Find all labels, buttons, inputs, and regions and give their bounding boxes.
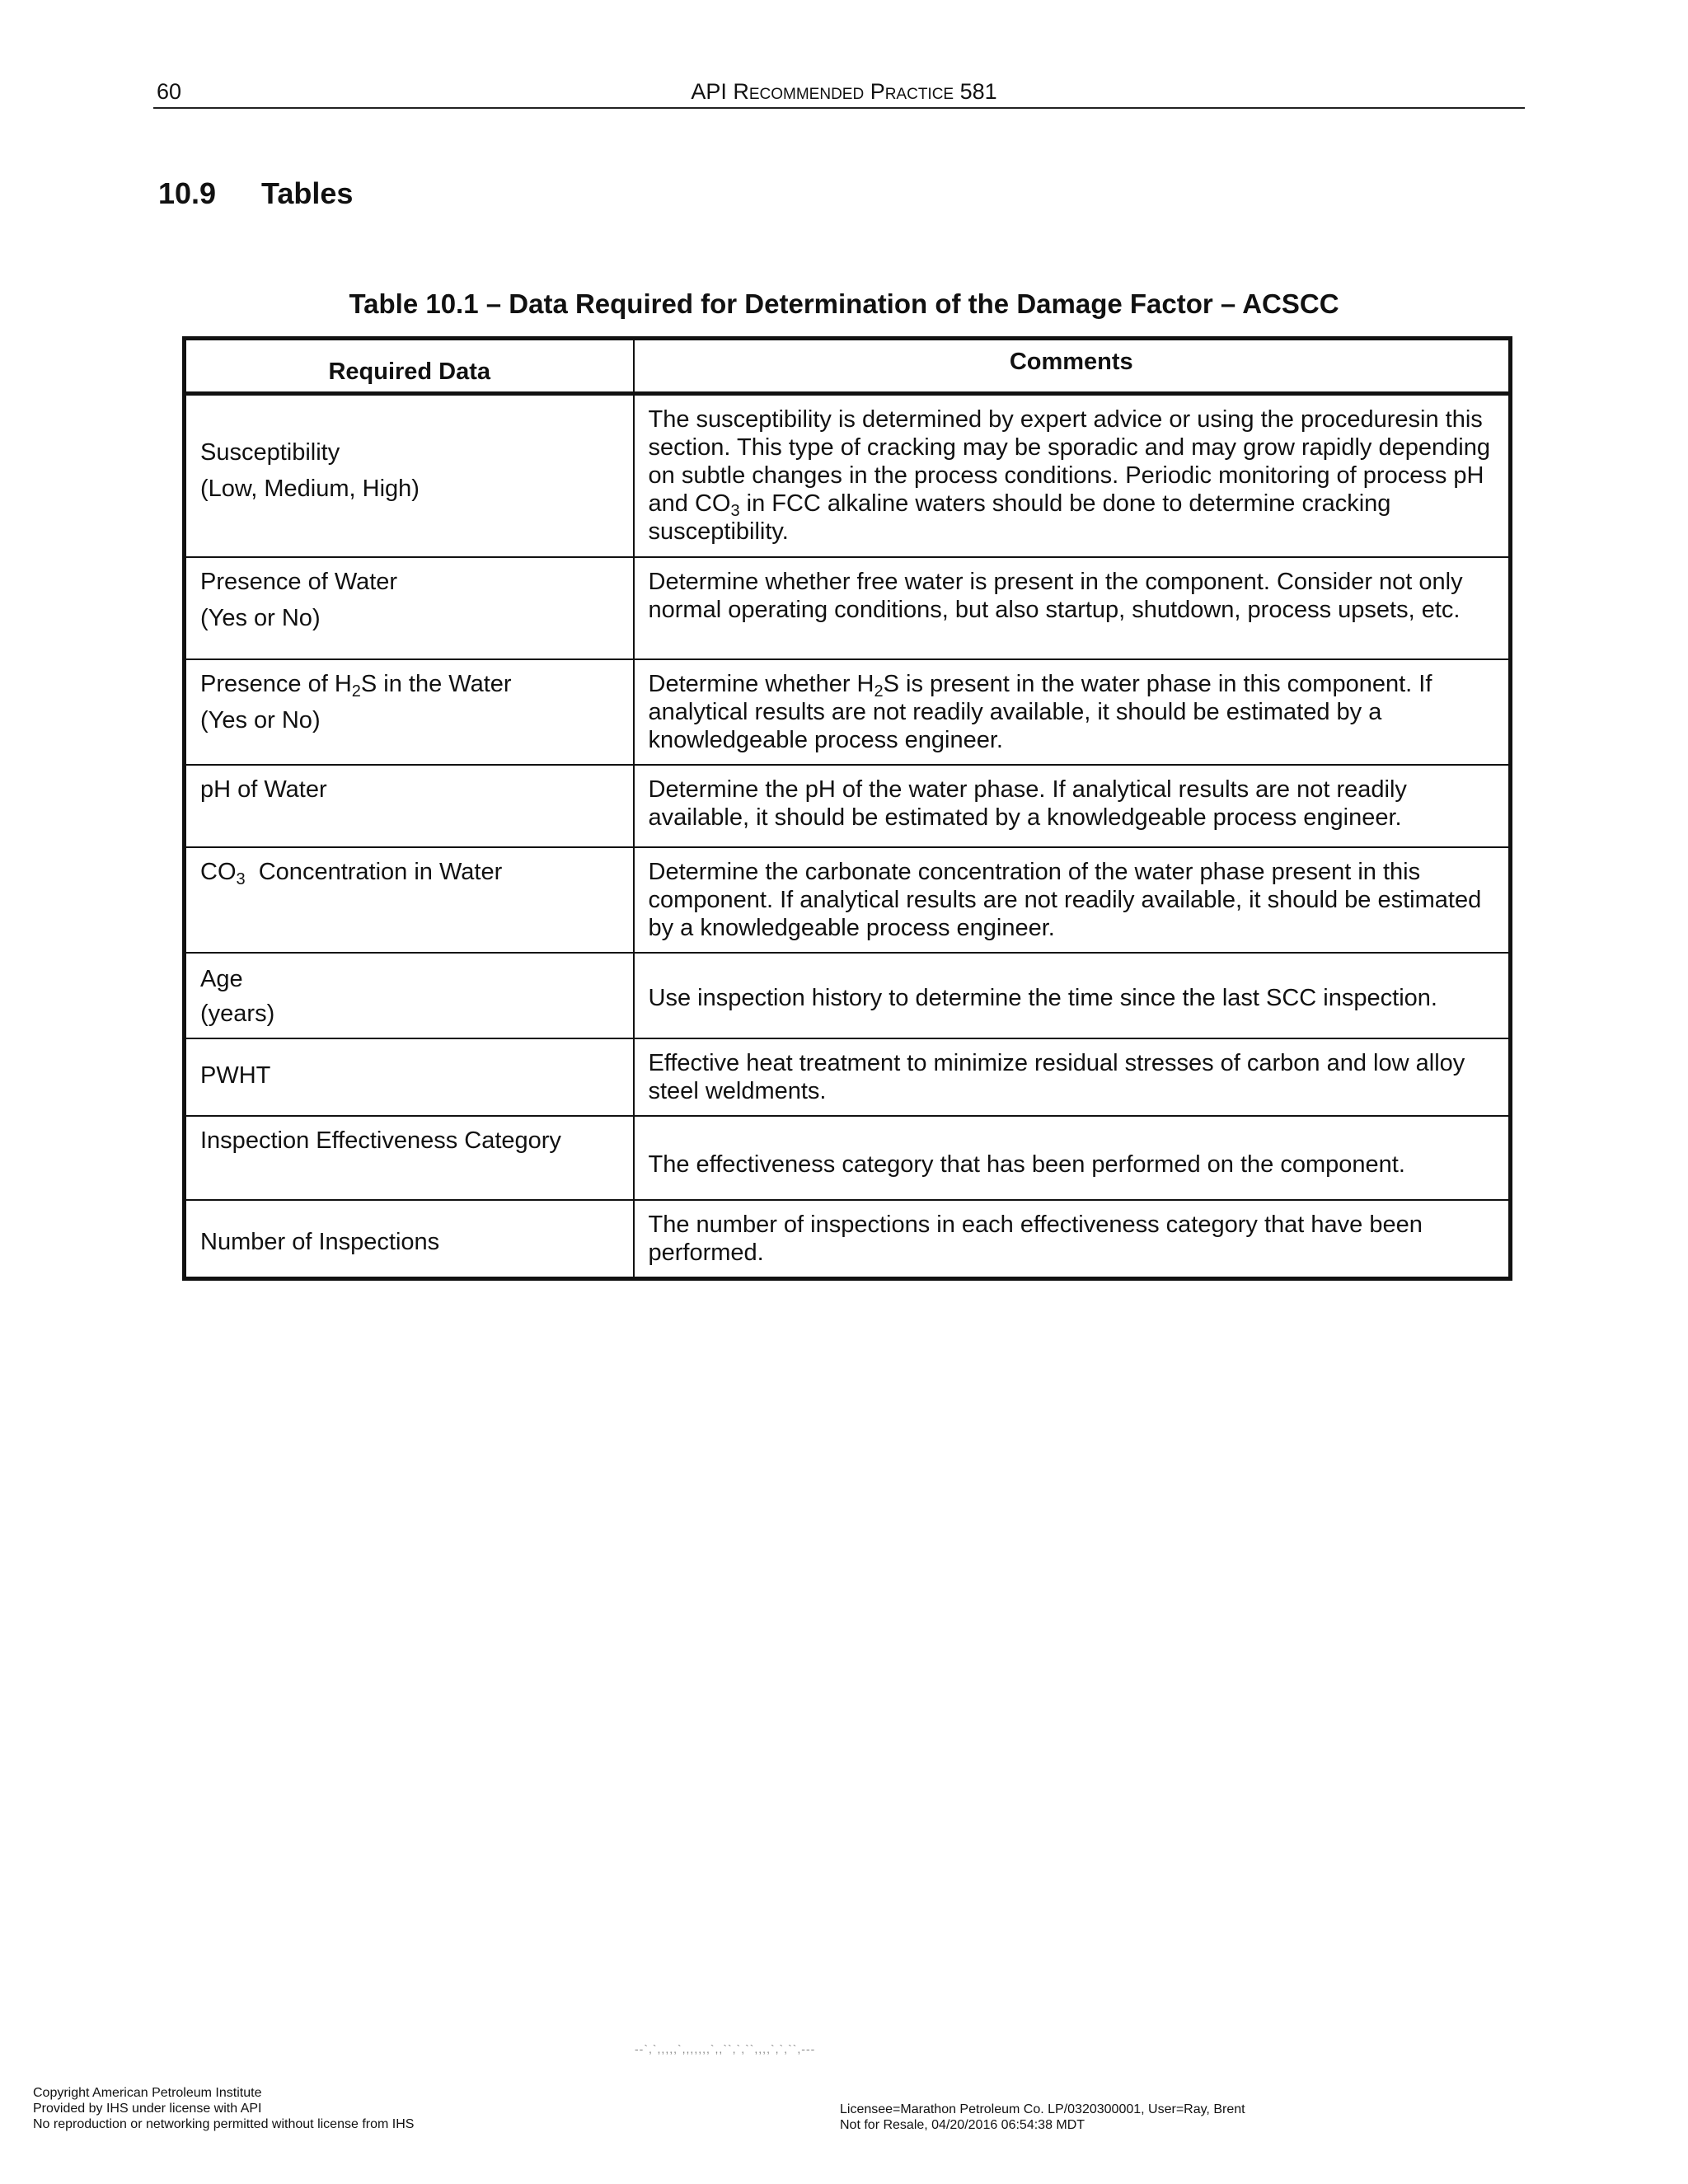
comment-cell: Determine the pH of the water phase. If analytical results are not readily available, it should be estimated by a knowledgeable process engineer. <box>634 765 1511 847</box>
page-number: 60 <box>157 79 182 104</box>
footer-right-line: Licensee=Marathon Petroleum Co. LP/0320300001, User=Ray, Brent <box>840 2102 1245 2116</box>
required-data-line1: Susceptibility <box>200 439 340 466</box>
footer-copyright <box>33 2085 414 2132</box>
required-data-cell: Inspection Effectiveness Category <box>185 1116 634 1200</box>
footer-left-line: Provided by IHS under license with API <box>33 2102 262 2116</box>
footer-left-line: No reproduction or networking permitted without license from IHS <box>33 2117 415 2131</box>
required-data-subscript: 2 <box>351 682 361 701</box>
required-data-line1a: Presence of H <box>200 670 352 697</box>
table-row <box>185 765 1511 847</box>
required-data-line1b: S in the Water <box>360 670 512 697</box>
column-header-required-data: Required Data <box>185 339 634 394</box>
comment-subscript: 3 <box>730 502 740 520</box>
header-rule <box>153 107 1525 109</box>
table-row <box>185 953 1511 1038</box>
table-row <box>185 1116 1511 1200</box>
column-header-comments: Comments <box>634 339 1511 394</box>
required-data-cell <box>185 847 634 953</box>
required-data-cell: PWHT <box>185 1038 634 1116</box>
comment-text-cont: in FCC alkaline waters should be done to determine cracking susceptibility. <box>648 490 1391 545</box>
scan-watermark: --`,`,,,,,`,,,,,,,`,,``,`,``,,,,`,`,``,--- <box>635 2042 816 2055</box>
table-row <box>185 1200 1511 1279</box>
comment-text: The susceptibility is determined by expert advice or using the proceduresin this section. This type of cracking may be sporadic and may grow rapidly depending on subtle changes in the process conditions. Periodic monitoring of process pH and CO <box>648 406 1490 517</box>
required-data-line1: Age <box>200 965 243 992</box>
table-row <box>185 557 1511 659</box>
comment-cell: Determine the carbonate concentration of the water phase present in this component. If analytical results are not readily available, it should be estimated by a knowledgeable process engineer. <box>634 847 1511 953</box>
running-header-smallcaps: Recommended Practice <box>733 79 954 104</box>
table-header-row <box>185 339 1511 394</box>
required-data-line2: (Yes or No) <box>200 706 321 733</box>
footer-right-line: Not for Resale, 04/20/2016 06:54:38 MDT <box>840 2118 1085 2132</box>
required-data-line1: Presence of Water <box>200 568 398 595</box>
required-data-subscript: 3 <box>236 869 246 888</box>
table-row <box>185 394 1511 557</box>
required-data-line2: (years) <box>200 1000 275 1027</box>
comment-cell: The effectiveness category that has been performed on the component. <box>634 1116 1511 1200</box>
required-data-cell <box>185 953 634 1038</box>
table-row <box>185 1038 1511 1116</box>
comment-cell <box>634 659 1511 765</box>
comment-text: Determine whether H <box>648 670 874 697</box>
table-caption: Table 10.1 – Data Required for Determination of the Damage Factor – ACSCC <box>349 288 1339 319</box>
required-data-text: CO <box>200 858 237 885</box>
section-number: 10.9 <box>158 176 217 210</box>
required-data-cell: Number of Inspections <box>185 1200 634 1279</box>
table-row <box>185 659 1511 765</box>
required-data-cell <box>185 394 634 557</box>
section-title: Tables <box>261 176 354 210</box>
required-data-cell: pH of Water <box>185 765 634 847</box>
footer-left-line: Copyright American Petroleum Institute <box>33 2086 262 2100</box>
comment-cell <box>634 394 1511 557</box>
required-data-cell <box>185 557 634 659</box>
required-data-line2: (Low, Medium, High) <box>200 476 420 503</box>
comment-subscript: 2 <box>874 682 884 701</box>
comment-cell: Determine whether free water is present in the component. Consider not only normal operating conditions, but also startup, shutdown, process upsets, etc. <box>634 557 1511 659</box>
comment-cell: Effective heat treatment to minimize residual stresses of carbon and low alloy steel weldments. <box>634 1038 1511 1116</box>
comment-text-cont: S is present in the water phase in this component. If analytical results are not readily available, it should be estimated by a knowledgeable process engineer. <box>648 670 1432 753</box>
comment-cell: Use inspection history to determine the time since the last SCC inspection. <box>634 953 1511 1038</box>
running-header-suffix: 581 <box>954 79 997 104</box>
required-data-text-cont: Concentration in Water <box>245 858 503 885</box>
running-header <box>0 79 1688 105</box>
required-data-line2: (Yes or No) <box>200 604 321 631</box>
required-data-cell <box>185 659 634 765</box>
table-row <box>185 847 1511 953</box>
running-header-prefix: API <box>691 79 734 104</box>
comment-cell: The number of inspections in each effectiveness category that have been performed. <box>634 1200 1511 1279</box>
data-table <box>182 336 1512 1281</box>
footer-license <box>840 2102 1245 2133</box>
section-heading <box>158 176 353 211</box>
